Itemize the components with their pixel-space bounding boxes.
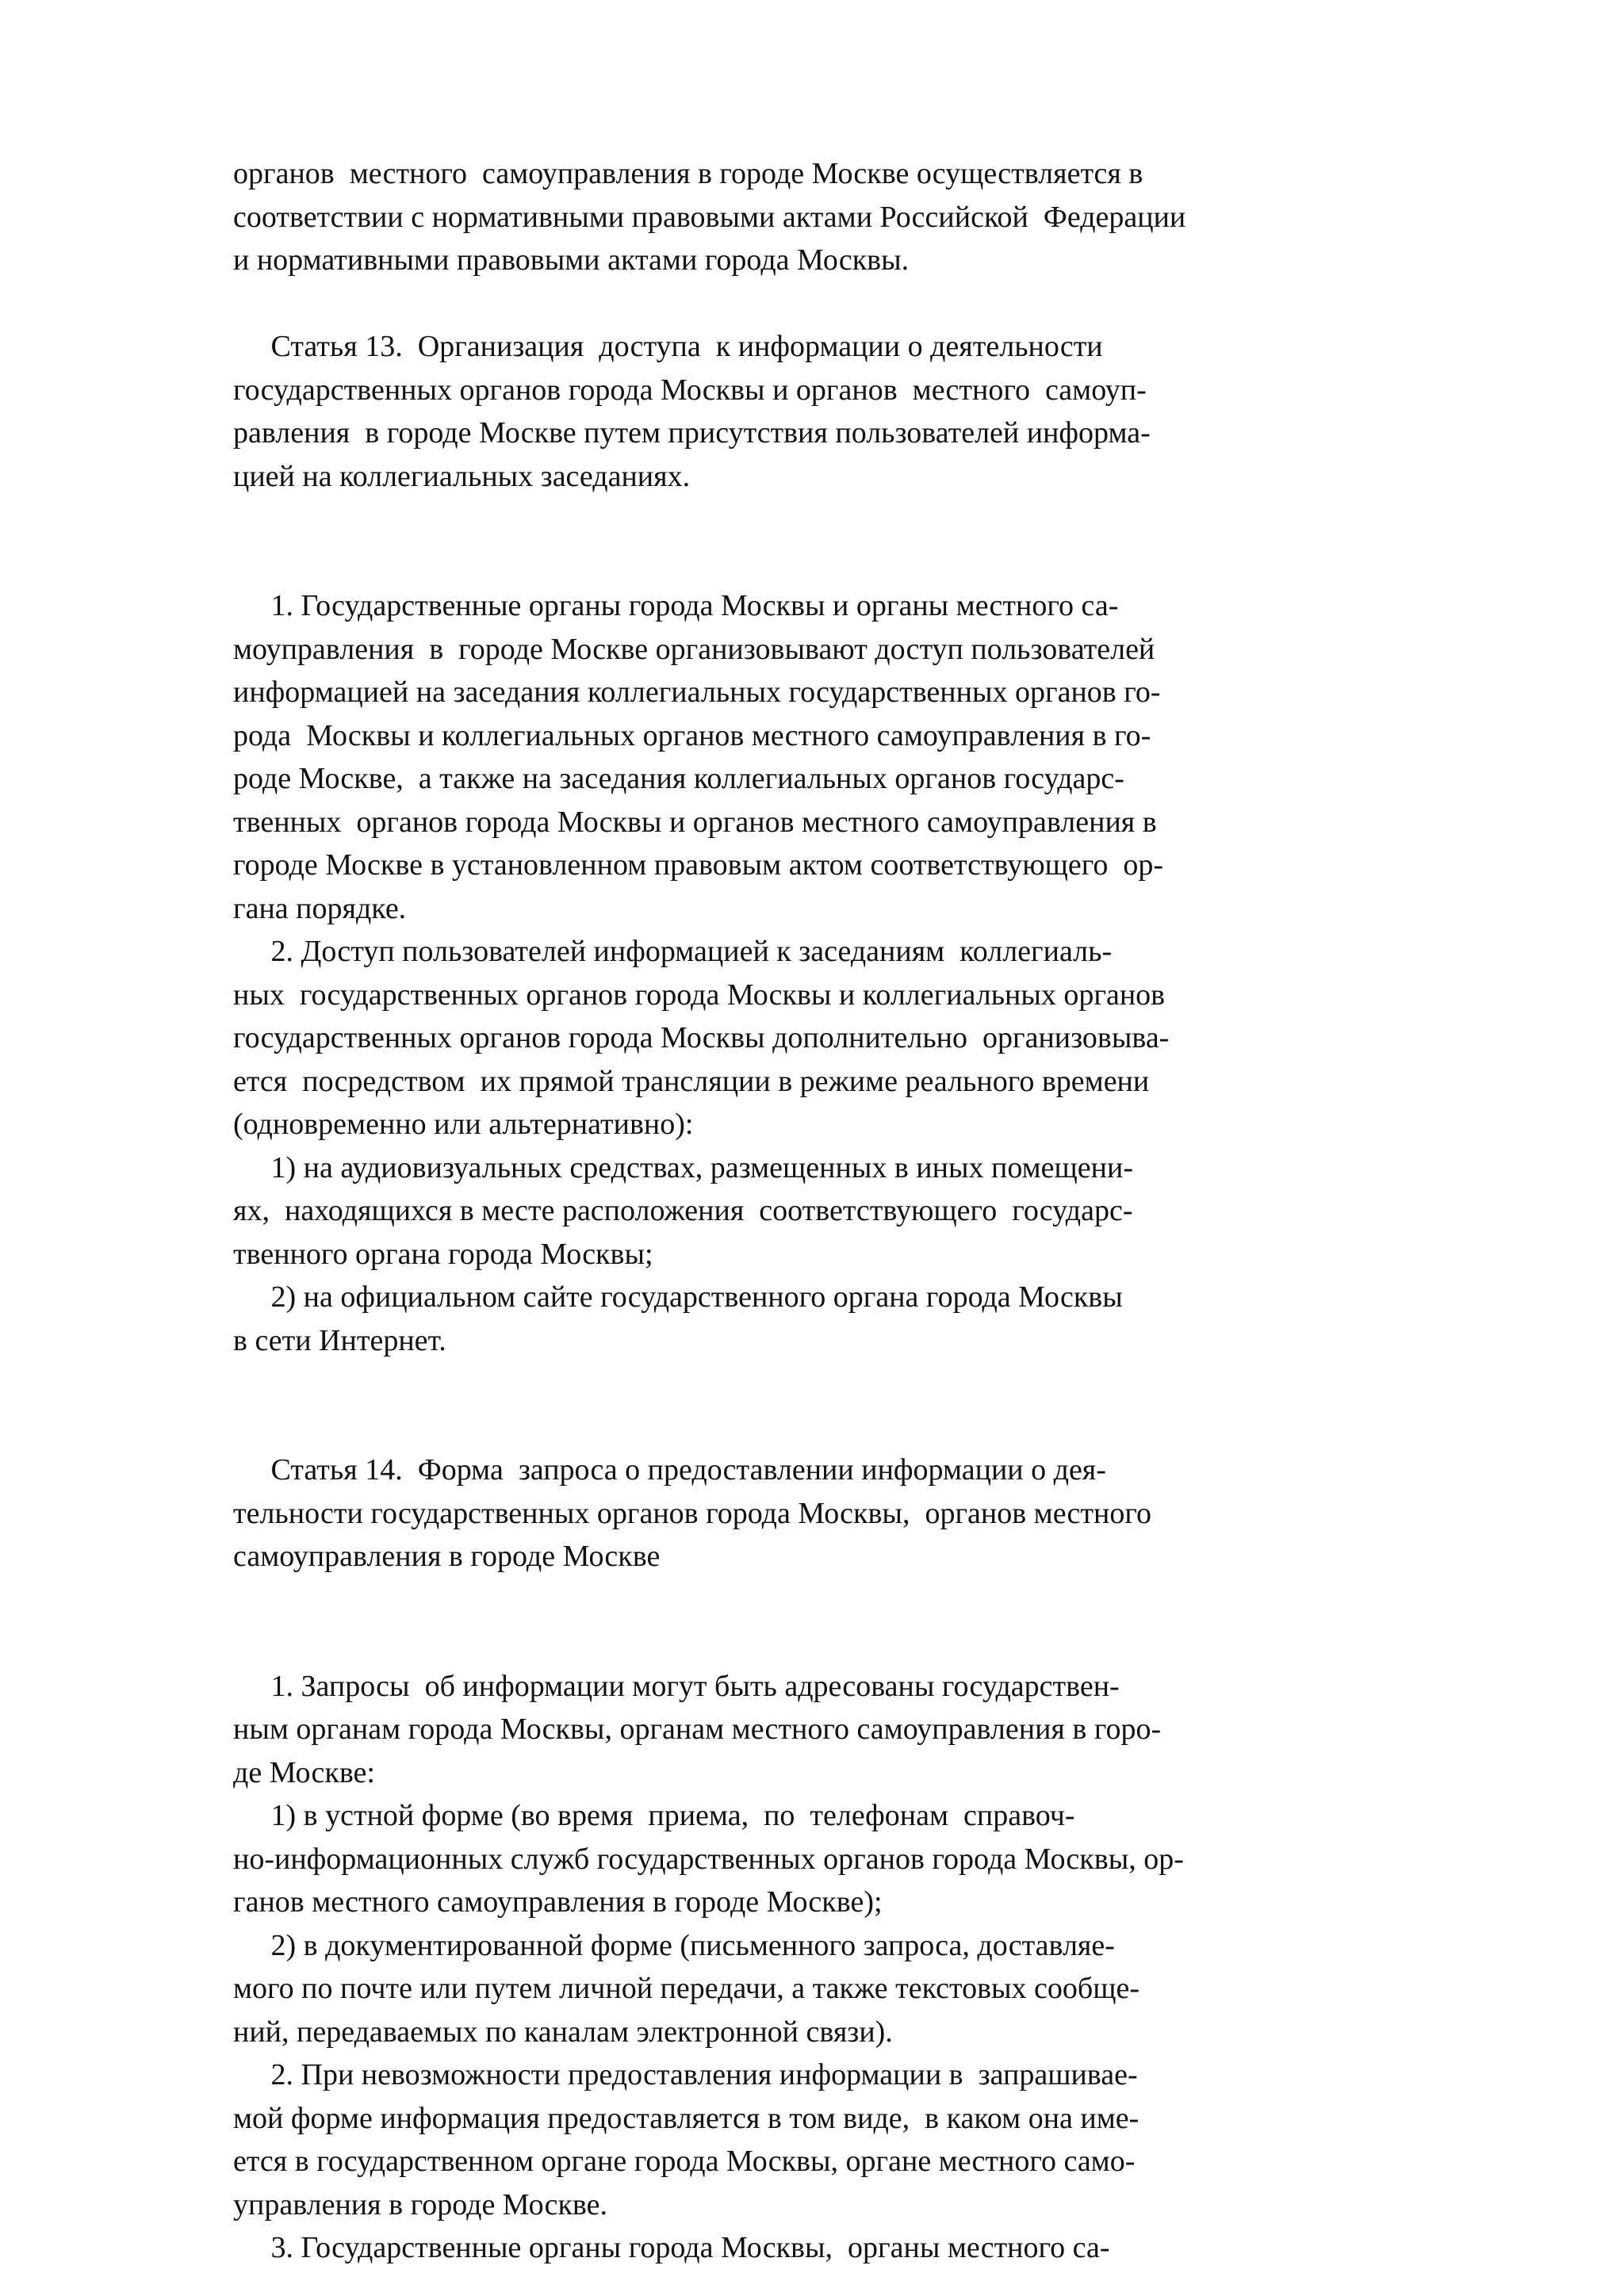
text-line: 2) в документированной форме (письменного запроса, доставляе- — [233, 1928, 1115, 1962]
text-line: моуправления в городе Москве организовывают доступ пользователей — [233, 632, 1155, 666]
text-line: соответствии с нормативными правовыми актами Российской Федерации — [233, 200, 1186, 234]
blank-line — [233, 1362, 1312, 1406]
text-line: управления в городе Москве. — [233, 2187, 608, 2221]
text-line: органов местного самоуправления в городе Москве осуществляется в — [233, 157, 1143, 190]
text-line: 1) на аудиовизуальных средствах, размещенных в иных помещени- — [233, 1150, 1133, 1184]
text-line: 2. Доступ пользователей информацией к заседаниям коллегиаль- — [233, 935, 1113, 968]
blank-line — [233, 1406, 1312, 1449]
text-line: мой форме информация предоставляется в том виде, в каком она име- — [233, 2101, 1139, 2135]
text-line: роде Москве, а также на заседания коллегиальных органов государс- — [233, 762, 1124, 795]
text-line: мого по почте или путем личной передачи, а также текстовых сообще- — [233, 1972, 1140, 2005]
text-line: но-информационных служб государственных органов города Москвы, ор- — [233, 1842, 1184, 1876]
text-line: самоуправления в городе Москве — [233, 1540, 661, 1573]
text-line: ганов местного самоуправления в городе Москве); — [233, 1885, 883, 1919]
text-line: 1) в устной форме (во время приема, по телефонам справоч- — [233, 1799, 1075, 1832]
document-body — [233, 152, 1312, 2270]
text-line: Статья 14. Форма запроса о предоставлении информации о дея- — [233, 1453, 1106, 1487]
blank-line — [233, 541, 1312, 585]
blank-line — [233, 282, 1312, 326]
text-line: и нормативными правовыми актами города Москвы. — [233, 243, 910, 277]
text-line: гана порядке. — [233, 891, 407, 925]
text-line: ется посредством их прямой трансляции в режиме реального времени — [233, 1064, 1150, 1098]
text-line: 3. Государственные органы города Москвы, органы местного са- — [233, 2231, 1110, 2264]
text-line: 2. При невозможности предоставления информации в запрашивае- — [233, 2058, 1138, 2091]
text-line: твенного органа города Москвы; — [233, 1237, 653, 1271]
text-line: ях, находящихся в месте расположения соответствующего государс- — [233, 1194, 1133, 1227]
blank-line — [233, 1578, 1312, 1622]
text-line: в сети Интернет. — [233, 1323, 446, 1357]
text-line: ний, передаваемых по каналам электронной связи). — [233, 2015, 893, 2049]
text-line: твенных органов города Москвы и органов местного самоуправления в — [233, 805, 1157, 839]
text-line: цией на коллегиальных заседаниях. — [233, 459, 691, 493]
text-line: 1. Государственные органы города Москвы и органы местного са- — [233, 589, 1119, 622]
text-line: де Москве: — [233, 1755, 375, 1789]
text-line: Статья 13. Организация доступа к информации о деятельности — [233, 330, 1103, 363]
text-line: государственных органов города Москвы дополнительно организовыва- — [233, 1021, 1170, 1054]
text-line: (одновременно или альтернативно): — [233, 1108, 694, 1141]
text-line: тельности государственных органов города Москвы, органов местного — [233, 1496, 1151, 1530]
text-line: ется в государственном органе города Москвы, органе местного само- — [233, 2145, 1136, 2178]
text-line: городе Москве в установленном правовым актом соответствующего ор- — [233, 848, 1164, 882]
text-line: ных государственных органов города Москвы и коллегиальных органов — [233, 978, 1166, 1012]
text-line: информацией на заседания коллегиальных государственных органов го- — [233, 675, 1161, 709]
text-line: рода Москвы и коллегиальных органов местного самоуправления в го- — [233, 718, 1151, 752]
text-line: 2) на официальном сайте государственного органа города Москвы — [233, 1280, 1123, 1314]
text-line: 1. Запросы об информации могут быть адресованы государствен- — [233, 1669, 1120, 1703]
text-line: ным органам города Москвы, органам местного самоуправления в горо- — [233, 1712, 1162, 1746]
blank-line — [233, 1621, 1312, 1665]
text-line: государственных органов города Москвы и органов местного самоуп- — [233, 373, 1147, 407]
blank-line — [233, 498, 1312, 541]
text-line: равления в городе Москве путем присутствия пользователей информа- — [233, 416, 1151, 450]
